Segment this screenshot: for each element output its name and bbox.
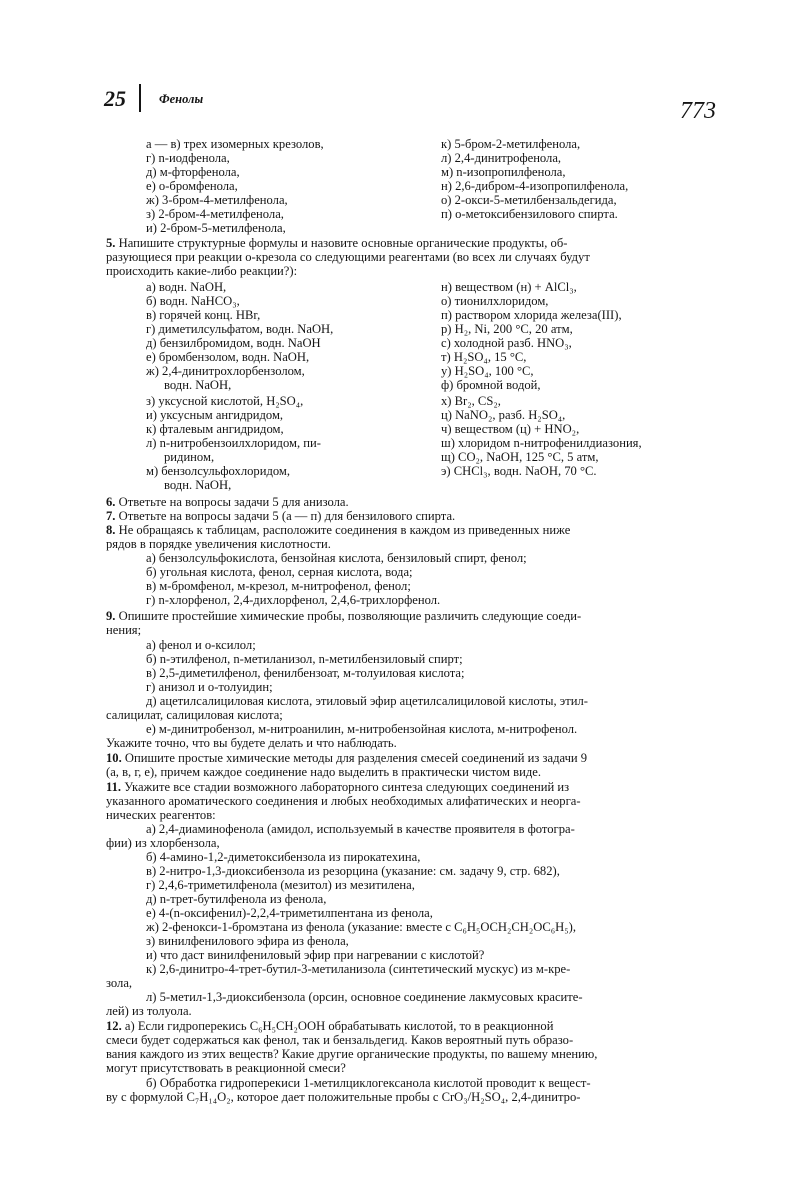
- task-number: 9.: [106, 609, 116, 623]
- task-number: 5.: [106, 236, 116, 250]
- task5-reagent-right: т) H₂SO₄, 15 °C,: [441, 350, 527, 364]
- task6-text: 6. Ответьте на вопросы задачи 5 для анизола.: [106, 495, 349, 509]
- task-number: 10.: [106, 751, 122, 765]
- task11-text: указанного ароматического соединения и любых необходимых алифатических и неорга-: [106, 794, 581, 808]
- header-divider: [139, 84, 141, 112]
- task5-reagent-left: водн. NaOH,: [164, 378, 232, 392]
- task9-item: д) ацетилсалициловая кислота, этиловый эфир ацетилсалициловой кислоты, этил-: [146, 694, 588, 708]
- task8-item: б) угольная кислота, фенол, серная кислота, вода;: [146, 565, 413, 579]
- task5-reagent-right: ш) хлоридом n-нитрофенилдиазония,: [441, 436, 642, 450]
- task5-reagent-right: н) веществом (н) + AlCl₃,: [441, 280, 577, 294]
- list-top-right-item: л) 2,4-динитрофенола,: [441, 151, 562, 165]
- task11-item: л) 5-метил-1,3-диоксибензола (орсин, основное соединение лакмусовых красите-: [146, 990, 583, 1004]
- task5-reagent-right: у) H₂SO₄, 100 °C,: [441, 364, 534, 378]
- page-number: 773: [680, 98, 716, 124]
- list-top-right-item: к) 5-бром-2-метилфенола,: [441, 137, 581, 151]
- task5-reagent-left: а) водн. NaOH,: [146, 280, 227, 294]
- task5-reagent-right: ц) NaNO₂, разб. H₂SO₄,: [441, 408, 566, 422]
- chapter-title: Фенолы: [159, 92, 204, 106]
- task5-reagent-left: и) уксусным ангидридом,: [146, 408, 284, 422]
- task5-reagent-right: ч) веществом (ц) + HNO₂,: [441, 422, 580, 436]
- task11-item: е) 4-(n-оксифенил)-2,2,4-триметилпентана из фенола,: [146, 906, 433, 920]
- list-top-right-item: п) о-метоксибензилового спирта.: [441, 207, 618, 221]
- task11-item: к) 2,6-динитро-4-трет-бутил-3-метиланизола (синтетический мускус) из м-кре-: [146, 962, 571, 976]
- task11-item: д) n-трет-бутилфенола из фенола,: [146, 892, 327, 906]
- task5-reagent-left: б) водн. NaHCO₃,: [146, 294, 240, 308]
- task5-reagent-right: о) тионилхлоридом,: [441, 294, 549, 308]
- task-number: 11.: [106, 780, 122, 794]
- task9-item: г) анизол и о-толуидин;: [146, 680, 273, 694]
- list-top-left-item: г) n-иодфенола,: [146, 151, 230, 165]
- task12-text: смеси будет содержаться как фенол, так и бензальдегид. Каков вероятный путь образо-: [106, 1033, 574, 1047]
- task8-text: 8. Не обращаясь к таблицам, расположите соединения в каждом из приведенных ниже: [106, 523, 571, 537]
- task9-text: Укажите точно, что вы будете делать и что наблюдать.: [106, 736, 397, 750]
- task5-text: 5. Напишите структурные формулы и назовите основные органические продукты, об-: [106, 236, 568, 250]
- task7-text: 7. Ответьте на вопросы задачи 5 (а — п) для бензилового спирта.: [106, 509, 456, 523]
- task11-item: лей) из толуола.: [106, 1004, 192, 1018]
- task5-reagent-left: л) n-нитробензоилхлоридом, пи-: [146, 436, 321, 450]
- task5-reagent-left: водн. NaOH,: [164, 478, 232, 492]
- task11-item: в) 2-нитро-1,3-диоксибензола из резорцина (указание: см. задачу 9, стр. 682),: [146, 864, 560, 878]
- list-top-left-item: д) м-фторфенола,: [146, 165, 240, 179]
- task5-reagent-left: з) уксусной кислотой, H₂SO₄,: [146, 394, 304, 408]
- task5-reagent-right: п) раствором хлорида железа(III),: [441, 308, 622, 322]
- task5-text: разующиеся при реакции о-крезола со следующими реагентами (во всех ли случаях будут: [106, 250, 590, 264]
- task9-text: нения;: [106, 623, 142, 637]
- task11-item: б) 4-амино-1,2-диметоксибензола из пирокатехина,: [146, 850, 421, 864]
- task-number: 12.: [106, 1019, 122, 1033]
- task5-reagent-left: ридином,: [164, 450, 215, 464]
- task5-reagent-right: х) Br₂, CS₂,: [441, 394, 501, 408]
- task11-item: фии) из хлорбензола,: [106, 836, 220, 850]
- task9-item: е) м-динитробензол, м-нитроанилин, м-нитробензойная кислота, м-нитрофенол.: [146, 722, 578, 736]
- task11-text: нических реагентов:: [106, 808, 216, 822]
- task11-item: ж) 2-фенокси-1-бромэтана из фенола (указание: вместе с C₆H₅OCH₂CH₂OC₆H₅),: [146, 920, 576, 934]
- task8-item: в) м-бромфенол, м-крезол, м-нитрофенол, фенол;: [146, 579, 411, 593]
- task-number: 8.: [106, 523, 116, 537]
- task11-item: зола,: [106, 976, 133, 990]
- task8-item: г) n-хлорфенол, 2,4-дихлорфенол, 2,4,6-трихлорфенол.: [146, 593, 441, 607]
- task5-reagent-right: ф) бромной водой,: [441, 378, 541, 392]
- task5-reagent-left: м) бензолсульфохлоридом,: [146, 464, 291, 478]
- task5-text: происходить какие-либо реакции?):: [106, 264, 298, 278]
- task5-reagent-right: щ) CO₂, NaOH, 125 °C, 5 атм,: [441, 450, 599, 464]
- list-top-left-item: и) 2-бром-5-метилфенола,: [146, 221, 286, 235]
- task11-item: г) 2,4,6-триметилфенола (мезитол) из мезитилена,: [146, 878, 415, 892]
- task10-text: (а, в, г, е), причем каждое соединение надо выделить в практически чистом виде.: [106, 765, 542, 779]
- task12-text: ву с формулой C₇H₁₄O₂, которое дает положительные пробы с CrO₃/H₂SO₄, 2,4-динитро-: [106, 1090, 581, 1104]
- task5-reagent-left: в) горячей конц. HBr,: [146, 308, 261, 322]
- task5-reagent-left: д) бензилбромидом, водн. NaOH: [146, 336, 321, 350]
- task5-reagent-left: е) бромбензолом, водн. NaOH,: [146, 350, 310, 364]
- list-top-right-item: н) 2,6-дибром-4-изопропилфенола,: [441, 179, 629, 193]
- task5-reagent-right: э) CHCl₃, водн. NaOH, 70 °C.: [441, 464, 597, 478]
- task9-item: б) n-этилфенол, n-метиланизол, n-метилбензиловый спирт;: [146, 652, 463, 666]
- task12-text: вания каждого из этих веществ? Какие другие органические продукты, по вашему мнению,: [106, 1047, 598, 1061]
- task10-text: 10. Опишите простые химические методы для разделения смесей соединений из задачи 9: [106, 751, 588, 765]
- task11-item: а) 2,4-диаминофенола (амидол, используемый в качестве проявителя в фотогра-: [146, 822, 575, 836]
- task11-item: з) винилфенилового эфира из фенола,: [146, 934, 349, 948]
- task9-item: в) 2,5-диметилфенол, фенилбензоат, м-толуиловая кислота;: [146, 666, 465, 680]
- task9-item: салицилат, салициловая кислота;: [106, 708, 283, 722]
- list-top-left-item: е) о-бромфенола,: [146, 179, 238, 193]
- task9-item: а) фенол и о-ксилол;: [146, 638, 256, 652]
- list-top-left-item: з) 2-бром-4-метилфенола,: [146, 207, 284, 221]
- task5-reagent-left: г) диметилсульфатом, водн. NaOH,: [146, 322, 334, 336]
- task12-text: б) Обработка гидроперекиси 1-метилциклогексанола кислотой проводит к вещест-: [146, 1076, 591, 1090]
- task9-text: 9. Опишите простейшие химические пробы, позволяющие различить следующие соеди-: [106, 609, 582, 623]
- task11-text: 11. Укажите все стадии возможного лабораторного синтеза следующих соединений из: [106, 780, 570, 794]
- list-top-right-item: о) 2-окси-5-метилбензальдегида,: [441, 193, 617, 207]
- task5-reagent-right: с) холодной разб. HNO₃,: [441, 336, 572, 350]
- list-top-left-item: а — в) трех изомерных крезолов,: [146, 137, 324, 151]
- task8-text: рядов в порядке увеличения кислотности.: [106, 537, 331, 551]
- task5-reagent-right: р) H₂, Ni, 200 °C, 20 атм,: [441, 322, 573, 336]
- task-number: 6.: [106, 495, 116, 509]
- task-number: 7.: [106, 509, 116, 523]
- task5-reagent-left: к) фталевым ангидридом,: [146, 422, 284, 436]
- task5-reagent-left: ж) 2,4-динитрохлорбензолом,: [146, 364, 305, 378]
- list-top-left-item: ж) 3-бром-4-метилфенола,: [146, 193, 288, 207]
- task8-item: а) бензолсульфокислота, бензойная кислота, бензиловый спирт, фенол;: [146, 551, 527, 565]
- task12-text: 12. а) Если гидроперекись C₆H₅CH₂OOH обрабатывать кислотой, то в реакционной: [106, 1019, 554, 1033]
- list-top-right-item: м) n-изопропилфенола,: [441, 165, 566, 179]
- task12-text: могут присутствовать в реакционной смеси?: [106, 1061, 346, 1075]
- chapter-number: 25: [104, 86, 126, 111]
- task11-item: и) что даст винилфениловый эфир при нагревании с кислотой?: [146, 948, 485, 962]
